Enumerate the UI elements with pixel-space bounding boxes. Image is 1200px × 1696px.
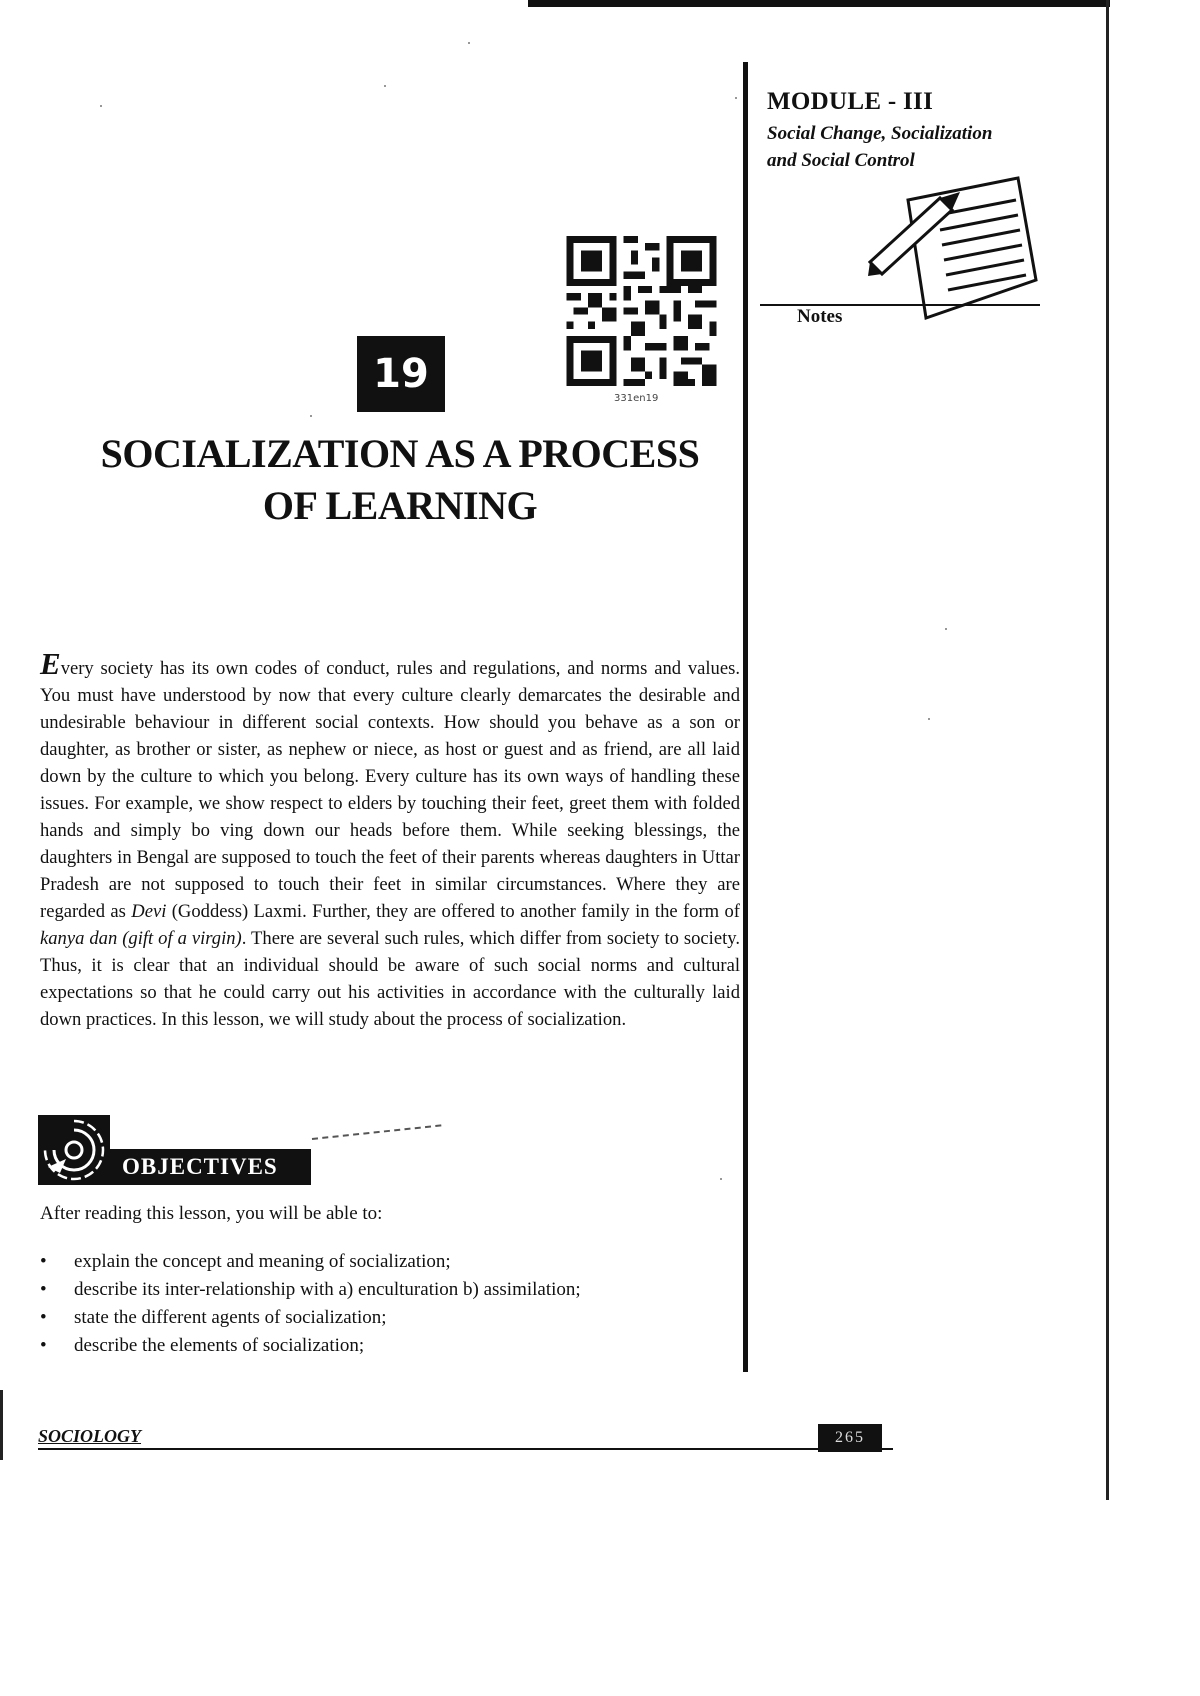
page-number: 265 [818,1424,882,1452]
intro-text-part1: very society has its own codes of conduct, rules and regulations, and norms and values. You must have understood by now that every culture clearly demarcates the desirable and undesirable behaviour in different social contexts. How should you behave as a son or daughter, as brother or sister, as nephew or niece, as host or guest and as friend, are all laid down by the culture to which you belong. Every culture has its own ways of handling these issues. For example, we show respect to elders by touching their feet, greet them with folded hands and simply bo ving down our heads before them. While seeking blessings, the daughters in Bengal are supposed to touch the feet of their parents whereas daughters in Uttar Pradesh are not supposed to touch their feet in similar circumstances. Where they are regarded as [40,658,740,922]
objective-text: explain the concept and meaning of socialization; [74,1251,451,1272]
scan-speck [384,85,386,87]
scan-speck [928,718,930,720]
scan-speck [720,1178,722,1180]
bullet: • [40,1279,47,1300]
list-item [40,1332,740,1360]
lesson-title-line1: SOCIALIZATION AS A PROCESS [100,431,700,476]
margin-divider-rule [743,62,748,1372]
intro-text-part3: . There are several such rules, which differ from society to society. Thus, it is clear that an individual should be aware of such social norms and cultural expectations so that he could carry out his activities in accordance with the culturally laid down practices. In this lesson, we will study about the process of socialization. [40,928,740,1030]
module-subtitle [767,120,1067,174]
notes-label: Notes [797,306,843,327]
scan-speck [945,628,947,630]
footer-rule [38,1448,893,1450]
lesson-title [40,428,760,532]
intro-text-part2: (Goddess) Laxmi. Further, they are offered to another family in the form of [166,901,740,922]
objective-text: describe its inter-relationship with a) enculturation b) assimilation; [74,1279,581,1300]
qr-code-icon[interactable] [563,236,720,386]
objective-text: describe the elements of socialization; [74,1335,365,1356]
scan-speck [735,97,737,99]
pencil-on-paper-icon [868,170,1038,330]
top-border-rule [528,0,1110,7]
objectives-list [40,1248,740,1360]
footer-subject: SOCIOLOGY [38,1426,142,1446]
bullet: • [40,1307,47,1328]
qr-caption: 331en19 [614,393,659,404]
bullet: • [40,1251,47,1272]
module-subtitle-line1: Social Change, Socialization [767,123,993,144]
target-icon [38,1115,110,1185]
objectives-banner [38,1115,311,1185]
intro-text-kanya-dan: kanya dan (gift of a virgin) [40,928,242,949]
intro-text-devi: Devi [131,901,167,922]
list-item [40,1248,740,1276]
list-item [40,1276,740,1304]
objective-text: state the different agents of socialization; [74,1307,387,1328]
intro-paragraph [40,646,740,1033]
module-subtitle-line2: and Social Control [767,150,915,171]
scan-speck [310,415,312,417]
scan-speck [468,42,470,44]
objectives-dash-decoration [312,1124,441,1140]
page-edge-bleed [1106,0,1109,1500]
objectives-intro: After reading this lesson, you will be able to: [40,1203,383,1224]
bullet: • [40,1335,47,1356]
module-title: MODULE - III [767,88,934,115]
drop-cap: E [40,646,61,681]
scan-speck [100,105,102,107]
page-edge-bleed-left [0,1390,3,1460]
objectives-heading: OBJECTIVES [110,1149,311,1185]
lesson-number-badge: 19 [357,336,445,412]
objectives-icon-box [38,1115,110,1185]
list-item [40,1304,740,1332]
lesson-title-line2: OF LEARNING [262,483,538,528]
